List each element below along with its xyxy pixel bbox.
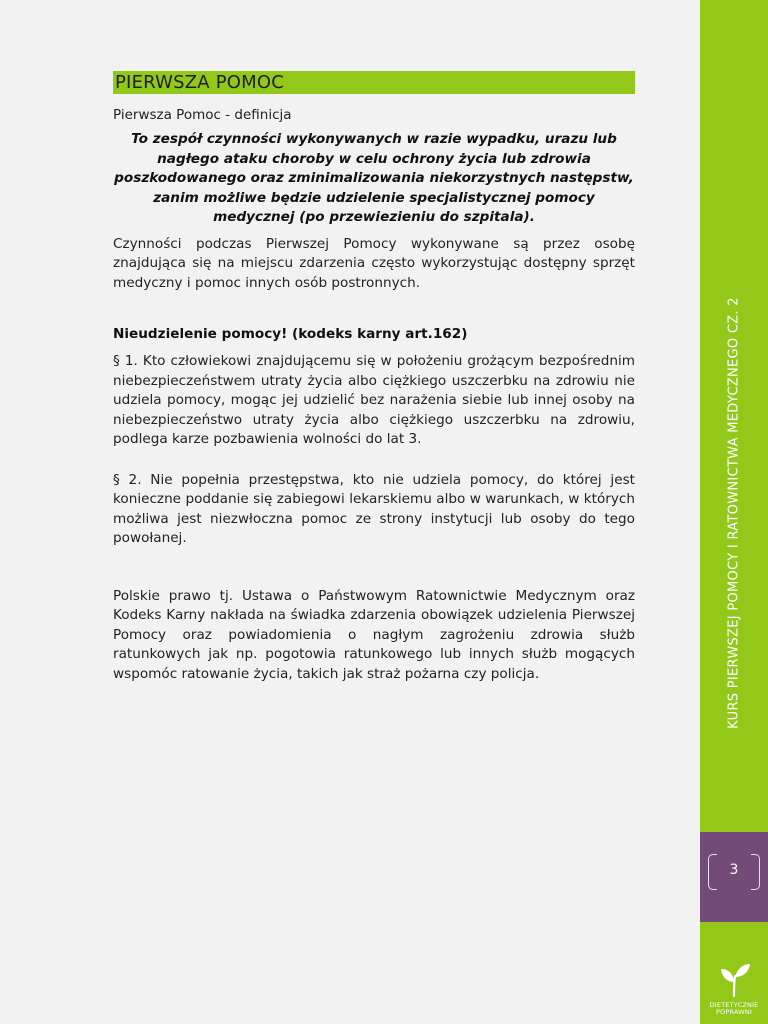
definition-subheading: Pierwsza Pomoc - definicja — [113, 107, 292, 123]
right-bracket — [751, 854, 760, 890]
logo-text-line-1: DIETETYCZNIE — [709, 1001, 759, 1009]
page-number: 3 — [729, 862, 739, 878]
law-title: Nieudzielenie pomocy! (kodeks karny art.162) — [113, 326, 468, 342]
brand-logo — [700, 952, 768, 1024]
section-heading: PIERWSZA POMOC — [115, 72, 284, 93]
paragraph-article-2: § 2. Nie popełnia przestępstwa, kto nie udziela pomocy, do której jest konieczne poddanie się zabiegowi lekarskiemu albo w warunkach, w których możliwa jest niezwłoczna pomoc ze strony instytucji lub osoby do tego powołanej. — [113, 471, 635, 546]
paragraph-polish-law: Polskie prawo tj. Ustawa o Państwowym Ratownictwie Medycznym oraz Kodeks Karny nakłada na świadka zdarzenia obowiązek udzielenia Pierwszej Pomocy oraz powiadomienia o nagłym zagrożeniu zdrowia służb ratunkowych jak np. pogotowia ratunkowego lub innych służb mogących wspomóc ratowanie życia, takich jak straż pożarna czy policja. — [113, 587, 635, 682]
section-heading-bar — [113, 71, 635, 94]
sidebar-title-wrap — [700, 285, 768, 740]
document-content — [113, 71, 635, 684]
definition-text: To zespół czynności wykonywanych w razie wypadku, urazu lub nagłego ataku choroby w celu ochrony życia lub zdrowia poszkodowanego oraz zminimalizowania niekorzystnych następstw, zanim możliwe będzie udzielenie specjalistycznej pomocy medycznej (po przewiezieniu do szpitala). — [114, 131, 634, 225]
paragraph-first-aid-performers: Czynności podczas Pierwszej Pomocy wykonywane są przez osobę znajdująca się na miejscu zdarzenia często wykorzystując dostępny sprzęt medyczny i pomoc innych osób postronnych. — [113, 235, 635, 291]
page-number-box — [700, 832, 768, 922]
logo-text — [700, 1002, 768, 1016]
course-title-vertical: KURS PIERWSZEJ POMOCY I RATOWNICTWA MEDYCZNEGO CZ. 2 — [726, 296, 742, 729]
logo-text-line-2: POPRAWNI — [715, 1008, 753, 1016]
paragraph-article-1: § 1. Kto człowiekowi znajdującemu się w położeniu grożącym bezpośrednim niebezpieczeństwem utraty życia albo ciężkiego uszczerbku na zdrowiu nie udziela pomocy, mogąc jej udzielić bez narażenia siebie lub innej osoby na niebezpieczeństwo utraty życia albo ciężkiego uszczerbku na zdrowiu, podlega karze pozbawienia wolności do lat 3. — [113, 353, 635, 447]
sprout-icon — [700, 952, 768, 1002]
